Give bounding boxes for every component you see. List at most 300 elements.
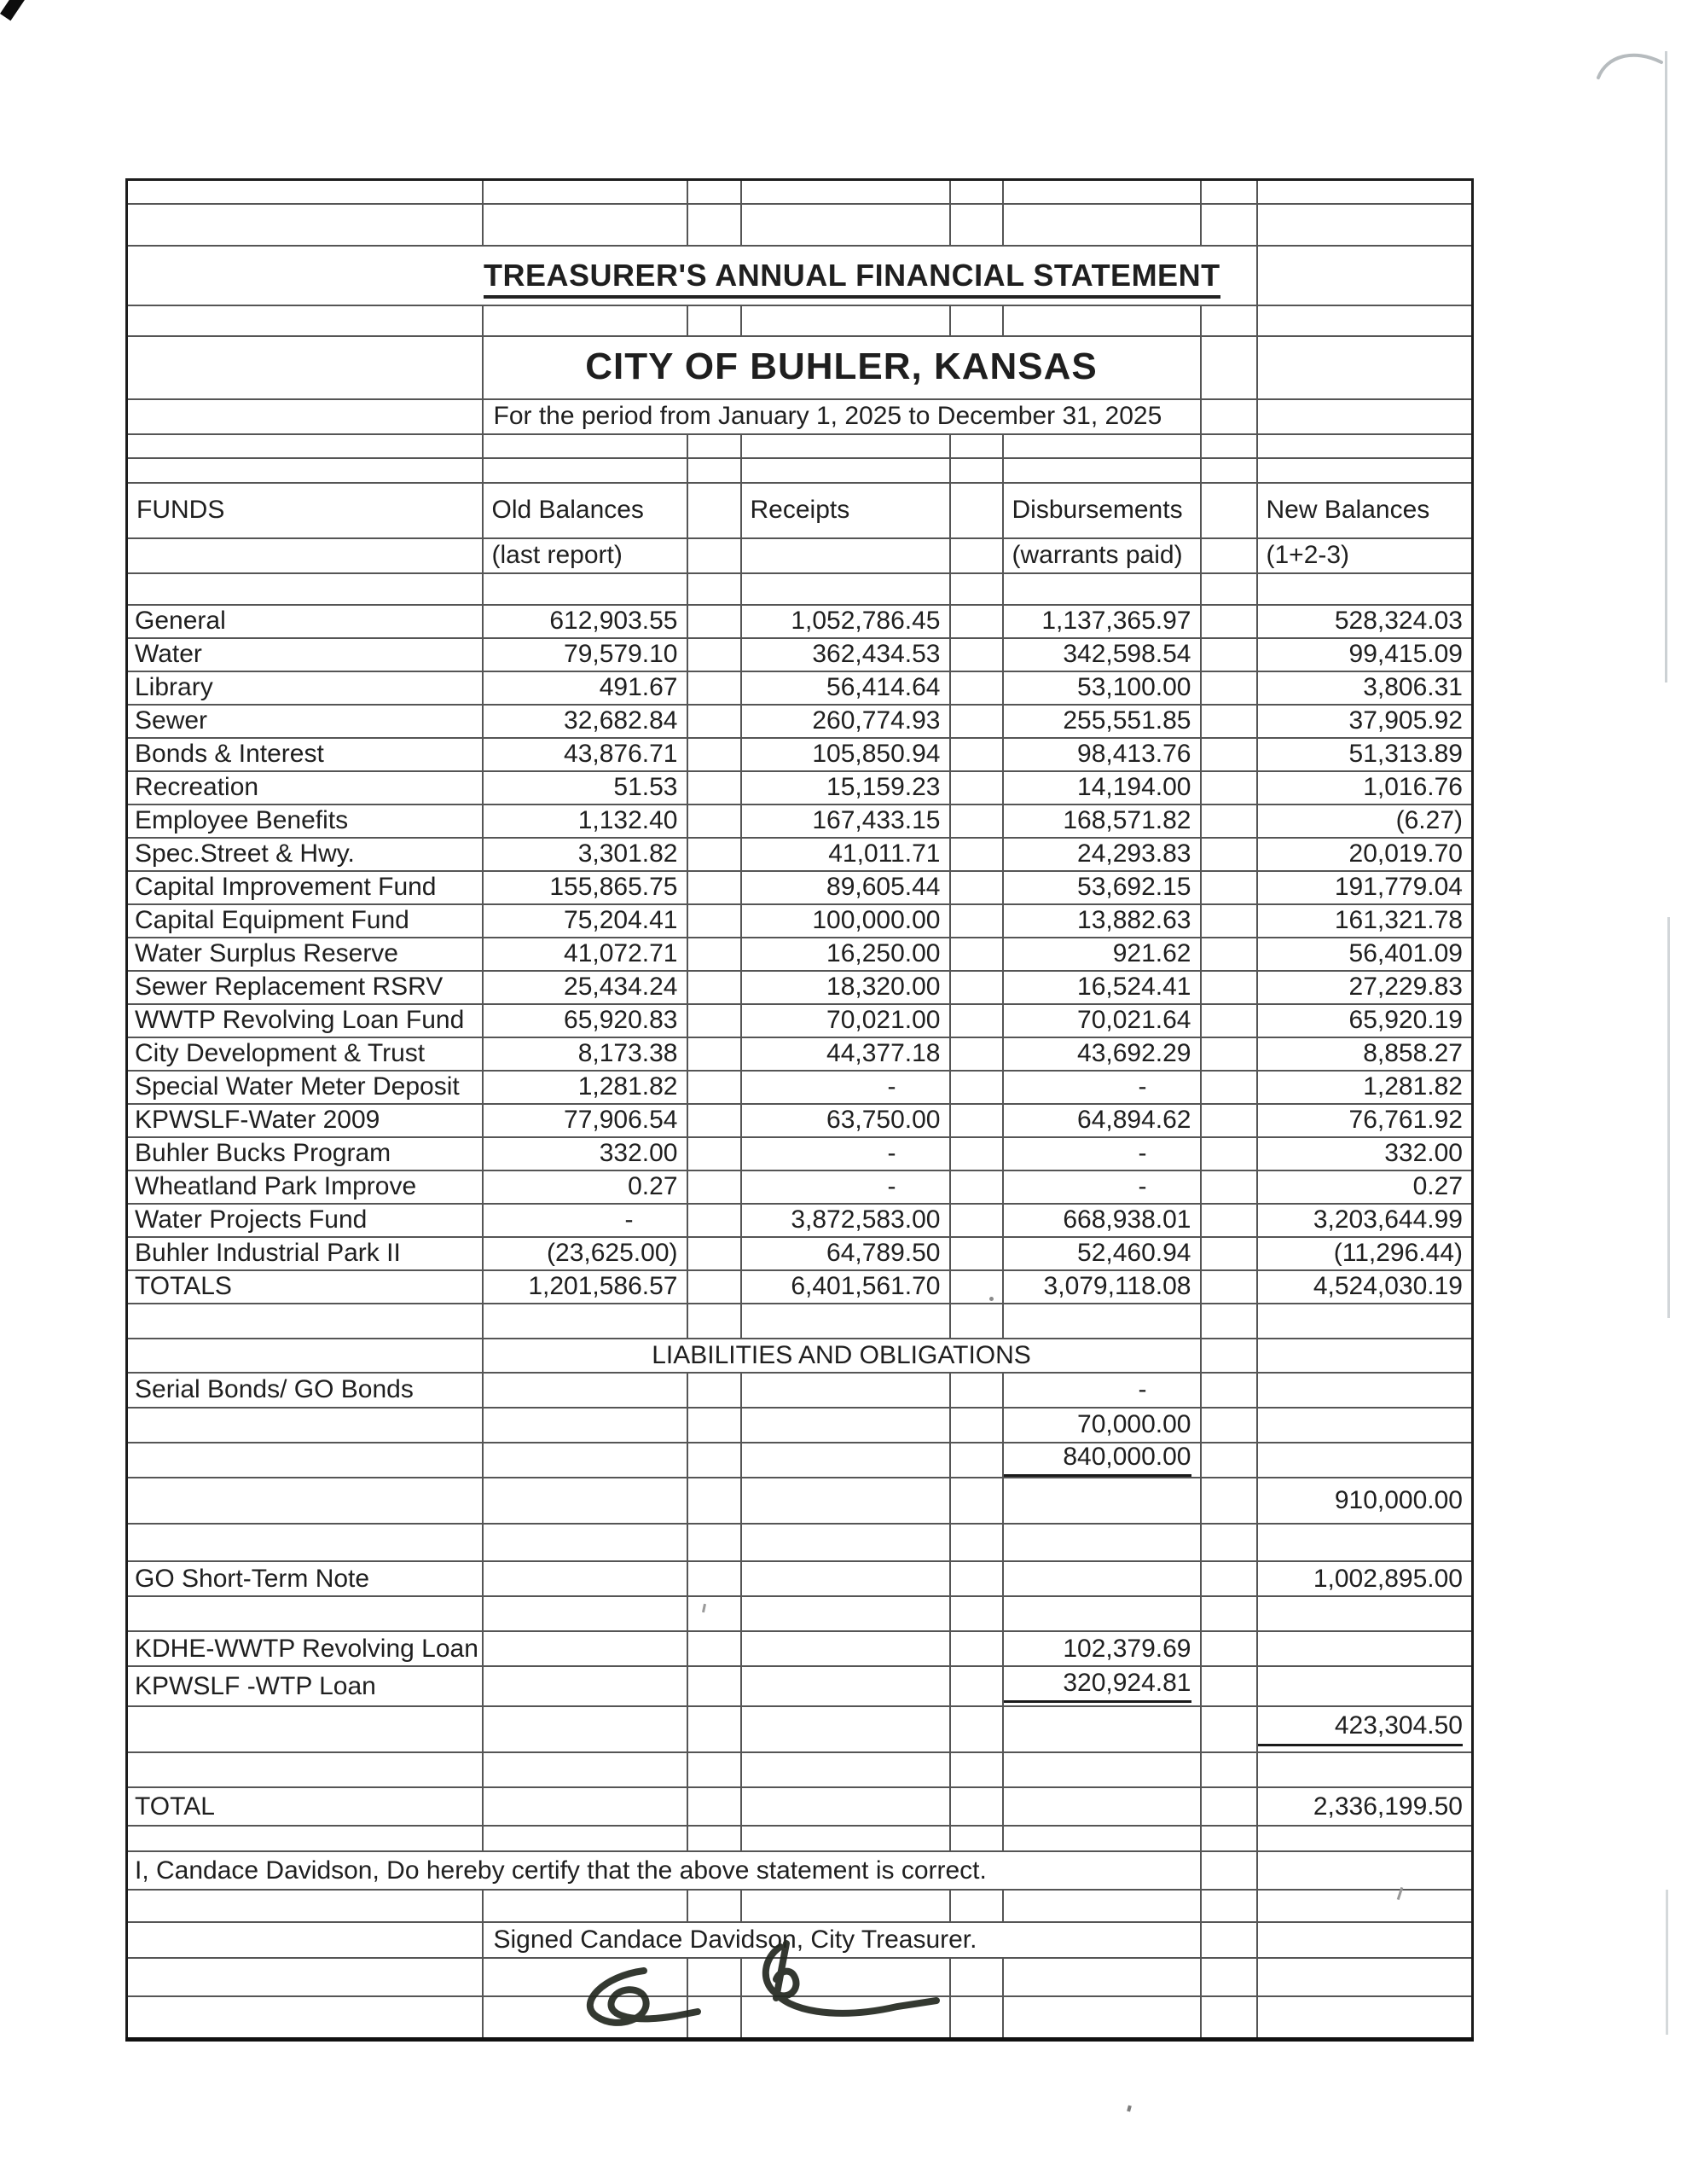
spacer-cell bbox=[950, 1137, 1003, 1170]
disbursements: 53,100.00 bbox=[1003, 671, 1201, 705]
blank-row bbox=[127, 180, 1473, 204]
new-balance: (6.27) bbox=[1257, 804, 1473, 838]
blank-cell bbox=[1257, 458, 1473, 483]
spacer-cell bbox=[687, 1958, 741, 1996]
spacer-cell bbox=[687, 538, 741, 573]
spacer-cell bbox=[1201, 938, 1257, 971]
spacer-cell bbox=[1201, 1561, 1257, 1596]
blank-row bbox=[127, 1596, 1473, 1631]
blank-row bbox=[127, 1752, 1473, 1787]
disbursements: 1,137,365.97 bbox=[1003, 605, 1201, 638]
blank-cell bbox=[483, 305, 687, 336]
new-balance: 1,281.82 bbox=[1257, 1071, 1473, 1104]
blank-cell bbox=[483, 1524, 687, 1561]
old-balance: 0.27 bbox=[483, 1170, 687, 1204]
spacer-cell bbox=[950, 573, 1003, 605]
receipts: 89,605.44 bbox=[741, 871, 950, 904]
liability-label: Serial Bonds/ GO Bonds bbox=[127, 1373, 483, 1408]
spacer-cell bbox=[687, 1890, 741, 1922]
fund-row bbox=[127, 804, 1473, 838]
blank-cell bbox=[741, 1561, 950, 1596]
blank-cell bbox=[741, 1631, 950, 1666]
blank-cell bbox=[483, 1373, 687, 1408]
receipts-total: 6,401,561.70 bbox=[741, 1270, 950, 1304]
old-balance-total: 1,201,586.57 bbox=[483, 1270, 687, 1304]
spacer-cell bbox=[950, 804, 1003, 838]
new-balance: 3,203,644.99 bbox=[1257, 1204, 1473, 1237]
disbursements: 43,692.29 bbox=[1003, 1037, 1201, 1071]
spacer-cell bbox=[950, 1752, 1003, 1787]
spacer-cell bbox=[1201, 1752, 1257, 1787]
spacer-cell bbox=[950, 1270, 1003, 1304]
new-balances-column-header: New Balances bbox=[1257, 483, 1473, 538]
new-balance-total: 4,524,030.19 bbox=[1257, 1270, 1473, 1304]
fund-row bbox=[127, 671, 1473, 705]
spacer-cell bbox=[1201, 1170, 1257, 1204]
spacer-cell bbox=[687, 1666, 741, 1706]
blank-row bbox=[127, 1826, 1473, 1851]
spacer-cell bbox=[950, 938, 1003, 971]
new-balance: (11,296.44) bbox=[1257, 1237, 1473, 1270]
spacer-cell bbox=[1201, 1958, 1257, 1996]
fund-name: Bonds & Interest bbox=[127, 738, 483, 771]
receipts: 63,750.00 bbox=[741, 1104, 950, 1137]
liability-row bbox=[127, 1408, 1473, 1443]
blank-cell bbox=[741, 305, 950, 336]
spacer-cell bbox=[950, 1596, 1003, 1631]
spacer-cell bbox=[1201, 458, 1257, 483]
fund-name: Recreation bbox=[127, 771, 483, 804]
new-balance: 76,761.92 bbox=[1257, 1104, 1473, 1137]
blank-cell bbox=[741, 1596, 950, 1631]
old-balance: 79,579.10 bbox=[483, 638, 687, 671]
blank-cell bbox=[483, 1408, 687, 1443]
spacer-cell bbox=[687, 1170, 741, 1204]
spacer-cell bbox=[1201, 1478, 1257, 1524]
blank-cell bbox=[1257, 573, 1473, 605]
blank-cell bbox=[741, 1373, 950, 1408]
spacer-cell bbox=[1201, 804, 1257, 838]
blank-cell bbox=[1257, 204, 1473, 246]
spacer-cell bbox=[1201, 771, 1257, 804]
spacer-cell bbox=[687, 1270, 741, 1304]
blank-cell bbox=[1257, 1339, 1473, 1373]
blank-cell bbox=[127, 434, 483, 458]
subtitle-cell bbox=[483, 336, 1201, 399]
fund-row bbox=[127, 1204, 1473, 1237]
spacer-cell bbox=[950, 1787, 1003, 1826]
kpwslf-disbursement: 320,924.81 bbox=[1003, 1666, 1201, 1706]
blank-cell bbox=[1257, 434, 1473, 458]
fund-name: Sewer Replacement RSRV bbox=[127, 971, 483, 1004]
receipts: 41,011.71 bbox=[741, 838, 950, 871]
blank-cell bbox=[483, 1752, 687, 1787]
fund-row bbox=[127, 938, 1473, 971]
spacer-cell bbox=[1201, 434, 1257, 458]
spacer-cell bbox=[950, 838, 1003, 871]
blank-cell bbox=[127, 1524, 483, 1561]
blank-cell bbox=[741, 1478, 950, 1524]
fund-name: Buhler Industrial Park II bbox=[127, 1237, 483, 1270]
old-balance: 155,865.75 bbox=[483, 871, 687, 904]
blank-cell bbox=[483, 1996, 687, 2039]
blank-cell bbox=[1257, 1408, 1473, 1443]
disbursements: 255,551.85 bbox=[1003, 705, 1201, 738]
spacer-cell bbox=[950, 1631, 1003, 1666]
fund-row bbox=[127, 904, 1473, 938]
blank-cell bbox=[127, 399, 483, 434]
disbursements-total: 3,079,118.08 bbox=[1003, 1270, 1201, 1304]
receipts: 260,774.93 bbox=[741, 705, 950, 738]
spacer-cell bbox=[950, 1408, 1003, 1443]
spacer-cell bbox=[687, 971, 741, 1004]
spacer-cell bbox=[950, 605, 1003, 638]
blank-cell bbox=[1257, 1631, 1473, 1666]
new-balances-subheader: (1+2-3) bbox=[1257, 538, 1473, 573]
spacer-cell bbox=[1201, 1666, 1257, 1706]
blank-cell bbox=[127, 1443, 483, 1478]
liabilities-total-row bbox=[127, 1787, 1473, 1826]
spacer-cell bbox=[950, 1170, 1003, 1204]
period-row bbox=[127, 399, 1473, 434]
spacer-cell bbox=[950, 671, 1003, 705]
old-balance: 491.67 bbox=[483, 671, 687, 705]
kdhe-disbursement: 102,379.69 bbox=[1003, 1631, 1201, 1666]
blank-cell bbox=[741, 1958, 950, 1996]
blank-cell bbox=[1003, 1890, 1201, 1922]
blank-cell bbox=[741, 1408, 950, 1443]
blank-row bbox=[127, 1890, 1473, 1922]
blank-row bbox=[127, 1524, 1473, 1561]
certification-row bbox=[127, 1851, 1473, 1890]
liability-row bbox=[127, 1373, 1473, 1408]
blank-cell bbox=[741, 1304, 950, 1339]
financial-statement-table bbox=[125, 178, 1474, 2042]
old-balance: (23,625.00) bbox=[483, 1237, 687, 1270]
spacer-cell bbox=[950, 1478, 1003, 1524]
blank-cell bbox=[1003, 573, 1201, 605]
spacer-cell bbox=[1201, 638, 1257, 671]
spacer-cell bbox=[687, 1137, 741, 1170]
spacer-cell bbox=[687, 573, 741, 605]
spacer-cell bbox=[1201, 1270, 1257, 1304]
blank-cell bbox=[1003, 1596, 1201, 1631]
spacer-cell bbox=[950, 904, 1003, 938]
spacer-cell bbox=[950, 1237, 1003, 1270]
spacer-cell bbox=[950, 705, 1003, 738]
blank-cell bbox=[1003, 434, 1201, 458]
blank-cell bbox=[127, 1752, 483, 1787]
blank-cell bbox=[127, 204, 483, 246]
column-subheader-row bbox=[127, 538, 1473, 573]
spacer-cell bbox=[687, 1478, 741, 1524]
old-balance: 32,682.84 bbox=[483, 705, 687, 738]
old-balance: 1,281.82 bbox=[483, 1071, 687, 1104]
spacer-cell bbox=[687, 1524, 741, 1561]
old-balance: 3,301.82 bbox=[483, 838, 687, 871]
spacer-cell bbox=[1201, 671, 1257, 705]
disbursements: 13,882.63 bbox=[1003, 904, 1201, 938]
blank-cell bbox=[483, 1443, 687, 1478]
blank-cell bbox=[483, 1304, 687, 1339]
spacer-cell bbox=[687, 738, 741, 771]
spacer-cell bbox=[1201, 904, 1257, 938]
disbursements-column-header: Disbursements bbox=[1003, 483, 1201, 538]
blank-cell bbox=[1257, 1304, 1473, 1339]
liability-row bbox=[127, 1443, 1473, 1478]
spacer-cell bbox=[1201, 738, 1257, 771]
old-balance: 75,204.41 bbox=[483, 904, 687, 938]
spacer-cell bbox=[1201, 399, 1257, 434]
spacer-cell bbox=[687, 1408, 741, 1443]
spacer-cell bbox=[687, 871, 741, 904]
blank-cell bbox=[1003, 1958, 1201, 1996]
blank-cell bbox=[741, 573, 950, 605]
title-cell bbox=[127, 246, 1257, 305]
spacer-cell bbox=[687, 638, 741, 671]
new-balance: 65,920.19 bbox=[1257, 1004, 1473, 1037]
spacer-cell bbox=[950, 1666, 1003, 1706]
reporting-period: For the period from January 1, 2025 to December 31, 2025 bbox=[493, 402, 1162, 431]
receipts: 15,159.23 bbox=[741, 771, 950, 804]
liability-disbursement: - bbox=[1003, 1373, 1201, 1408]
disbursements: 70,021.64 bbox=[1003, 1004, 1201, 1037]
spacer-cell bbox=[1201, 1922, 1257, 1958]
spacer-cell bbox=[1201, 573, 1257, 605]
spacer-cell bbox=[950, 638, 1003, 671]
new-balance: 332.00 bbox=[1257, 1137, 1473, 1170]
new-balance: 27,229.83 bbox=[1257, 971, 1473, 1004]
receipts: 18,320.00 bbox=[741, 971, 950, 1004]
receipts: 167,433.15 bbox=[741, 804, 950, 838]
spacer-cell bbox=[950, 458, 1003, 483]
fund-name: KPWSLF-Water 2009 bbox=[127, 1104, 483, 1137]
spacer-cell bbox=[950, 1071, 1003, 1104]
spacer-cell bbox=[687, 771, 741, 804]
spacer-cell bbox=[1201, 305, 1257, 336]
fund-row bbox=[127, 771, 1473, 804]
liability-row bbox=[127, 1478, 1473, 1524]
spacer-cell bbox=[1201, 1204, 1257, 1237]
spacer-cell bbox=[1201, 336, 1257, 399]
liability-row bbox=[127, 1666, 1473, 1706]
blank-cell bbox=[483, 1787, 687, 1826]
blank-cell bbox=[483, 573, 687, 605]
blank-cell bbox=[1003, 1304, 1201, 1339]
blank-row bbox=[127, 573, 1473, 605]
disbursements: 668,938.01 bbox=[1003, 1204, 1201, 1237]
blank-cell bbox=[1257, 399, 1473, 434]
fund-row bbox=[127, 705, 1473, 738]
new-balance: 51,313.89 bbox=[1257, 738, 1473, 771]
blank-cell bbox=[1257, 1890, 1473, 1922]
receipts: - bbox=[741, 1170, 950, 1204]
spacer-cell bbox=[1201, 204, 1257, 246]
spacer-cell bbox=[687, 434, 741, 458]
fund-name: Water Projects Fund bbox=[127, 1204, 483, 1237]
spacer-cell bbox=[1201, 1004, 1257, 1037]
spacer-cell bbox=[687, 204, 741, 246]
blank-row bbox=[127, 1996, 1473, 2039]
spacer-cell bbox=[687, 305, 741, 336]
old-balance: 43,876.71 bbox=[483, 738, 687, 771]
spacer-cell bbox=[950, 971, 1003, 1004]
liability-label: KPWSLF -WTP Loan bbox=[127, 1666, 483, 1706]
blank-cell bbox=[1003, 1826, 1201, 1851]
receipts: 44,377.18 bbox=[741, 1037, 950, 1071]
fund-name: Buhler Bucks Program bbox=[127, 1137, 483, 1170]
bond-amount: 70,000.00 bbox=[1003, 1408, 1201, 1443]
spacer-cell bbox=[687, 1071, 741, 1104]
spacer-cell bbox=[1201, 1408, 1257, 1443]
spacer-cell bbox=[1201, 605, 1257, 638]
disbursements: 168,571.82 bbox=[1003, 804, 1201, 838]
spacer-cell bbox=[950, 1443, 1003, 1478]
new-balance: 161,321.78 bbox=[1257, 904, 1473, 938]
blank-cell bbox=[741, 538, 950, 573]
blank-cell bbox=[127, 458, 483, 483]
blank-row bbox=[127, 1958, 1473, 1996]
receipts: 56,414.64 bbox=[741, 671, 950, 705]
liability-row bbox=[127, 1631, 1473, 1666]
spacer-cell bbox=[687, 1752, 741, 1787]
receipts: 16,250.00 bbox=[741, 938, 950, 971]
blank-cell bbox=[1257, 1826, 1473, 1851]
old-balances-subheader: (last report) bbox=[483, 538, 687, 573]
blank-cell bbox=[483, 1596, 687, 1631]
fund-name: Capital Improvement Fund bbox=[127, 871, 483, 904]
spacer-cell bbox=[687, 671, 741, 705]
spacer-cell bbox=[1201, 1339, 1257, 1373]
old-balance: 65,920.83 bbox=[483, 1004, 687, 1037]
blank-cell bbox=[741, 1826, 950, 1851]
blank-cell bbox=[483, 1706, 687, 1752]
bonds-total-new-balance: 910,000.00 bbox=[1257, 1478, 1473, 1524]
city-subtitle: CITY OF BUHLER, KANSAS bbox=[585, 346, 1098, 388]
page-title: TREASURER'S ANNUAL FINANCIAL STATEMENT bbox=[484, 259, 1202, 292]
spacer-cell bbox=[687, 483, 741, 538]
spacer-cell bbox=[1201, 1443, 1257, 1478]
spacer-cell bbox=[950, 483, 1003, 538]
receipts: - bbox=[741, 1071, 950, 1104]
spacer-cell bbox=[687, 605, 741, 638]
spacer-cell bbox=[950, 871, 1003, 904]
blank-cell bbox=[1257, 1958, 1473, 1996]
spacer-cell bbox=[687, 1826, 741, 1851]
fund-row bbox=[127, 1071, 1473, 1104]
spacer-cell bbox=[1201, 1706, 1257, 1752]
blank-cell bbox=[483, 180, 687, 204]
blank-cell bbox=[741, 204, 950, 246]
blank-row bbox=[127, 434, 1473, 458]
blank-cell bbox=[741, 1443, 950, 1478]
title-row bbox=[127, 246, 1473, 305]
spacer-cell bbox=[1201, 1787, 1257, 1826]
blank-cell bbox=[741, 1890, 950, 1922]
spacer-cell bbox=[1201, 1851, 1257, 1890]
scan-artifact bbox=[1597, 47, 1665, 90]
disbursements: 64,894.62 bbox=[1003, 1104, 1201, 1137]
blank-cell bbox=[1003, 305, 1201, 336]
blank-cell bbox=[127, 1706, 483, 1752]
subtitle-row bbox=[127, 336, 1473, 399]
fund-row bbox=[127, 1037, 1473, 1071]
new-balance: 99,415.09 bbox=[1257, 638, 1473, 671]
fund-row bbox=[127, 871, 1473, 904]
spacer-cell bbox=[1201, 1596, 1257, 1631]
scan-artifact bbox=[0, 0, 32, 20]
fund-name: Employee Benefits bbox=[127, 804, 483, 838]
fund-name: General bbox=[127, 605, 483, 638]
scan-artifact bbox=[1665, 51, 1667, 682]
disbursements: 24,293.83 bbox=[1003, 838, 1201, 871]
blank-cell bbox=[127, 538, 483, 573]
blank-cell bbox=[1003, 1752, 1201, 1787]
spacer-cell bbox=[950, 1004, 1003, 1037]
fund-row bbox=[127, 971, 1473, 1004]
spacer-cell bbox=[1201, 1524, 1257, 1561]
spacer-cell bbox=[687, 1996, 741, 2039]
old-balance: 1,132.40 bbox=[483, 804, 687, 838]
receipts: - bbox=[741, 1137, 950, 1170]
spacer-cell bbox=[687, 1373, 741, 1408]
spacer-cell bbox=[1201, 180, 1257, 204]
blank-cell bbox=[483, 1958, 687, 1996]
blank-cell bbox=[127, 336, 483, 399]
blank-cell bbox=[127, 1478, 483, 1524]
totals-row bbox=[127, 1270, 1473, 1304]
receipts: 3,872,583.00 bbox=[741, 1204, 950, 1237]
fund-row bbox=[127, 1170, 1473, 1204]
old-balance: 8,173.38 bbox=[483, 1037, 687, 1071]
liability-row bbox=[127, 1706, 1473, 1752]
spacer-cell bbox=[950, 1996, 1003, 2039]
blank-cell bbox=[1257, 336, 1473, 399]
spacer-cell bbox=[687, 1004, 741, 1037]
fund-name: Special Water Meter Deposit bbox=[127, 1071, 483, 1104]
new-balance: 1,016.76 bbox=[1257, 771, 1473, 804]
blank-cell bbox=[127, 1596, 483, 1631]
blank-cell bbox=[483, 1826, 687, 1851]
spacer-cell bbox=[950, 771, 1003, 804]
blank-cell bbox=[127, 1304, 483, 1339]
disbursements-subheader: (warrants paid) bbox=[1003, 538, 1201, 573]
fund-name: Wheatland Park Improve bbox=[127, 1170, 483, 1204]
funds-column-header: FUNDS bbox=[127, 483, 483, 538]
disbursements: - bbox=[1003, 1137, 1201, 1170]
blank-row bbox=[127, 1304, 1473, 1339]
fund-row bbox=[127, 838, 1473, 871]
spacer-cell bbox=[687, 938, 741, 971]
go-short-term-new-balance: 1,002,895.00 bbox=[1257, 1561, 1473, 1596]
blank-cell bbox=[127, 1826, 483, 1851]
blank-cell bbox=[741, 1666, 950, 1706]
spacer-cell bbox=[1201, 1631, 1257, 1666]
spacer-cell bbox=[1201, 1104, 1257, 1137]
period-cell bbox=[483, 399, 1201, 434]
liabilities-section-title: LIABILITIES AND OBLIGATIONS bbox=[483, 1339, 1201, 1373]
blank-cell bbox=[1003, 180, 1201, 204]
spacer-cell bbox=[1201, 871, 1257, 904]
spacer-cell bbox=[687, 804, 741, 838]
spacer-cell bbox=[687, 1631, 741, 1666]
new-balance: 0.27 bbox=[1257, 1170, 1473, 1204]
fund-row bbox=[127, 1237, 1473, 1270]
blank-cell bbox=[1257, 1524, 1473, 1561]
liabilities-total-new-balance: 2,336,199.50 bbox=[1257, 1787, 1473, 1826]
blank-cell bbox=[1257, 1443, 1473, 1478]
old-balance: - bbox=[483, 1204, 687, 1237]
